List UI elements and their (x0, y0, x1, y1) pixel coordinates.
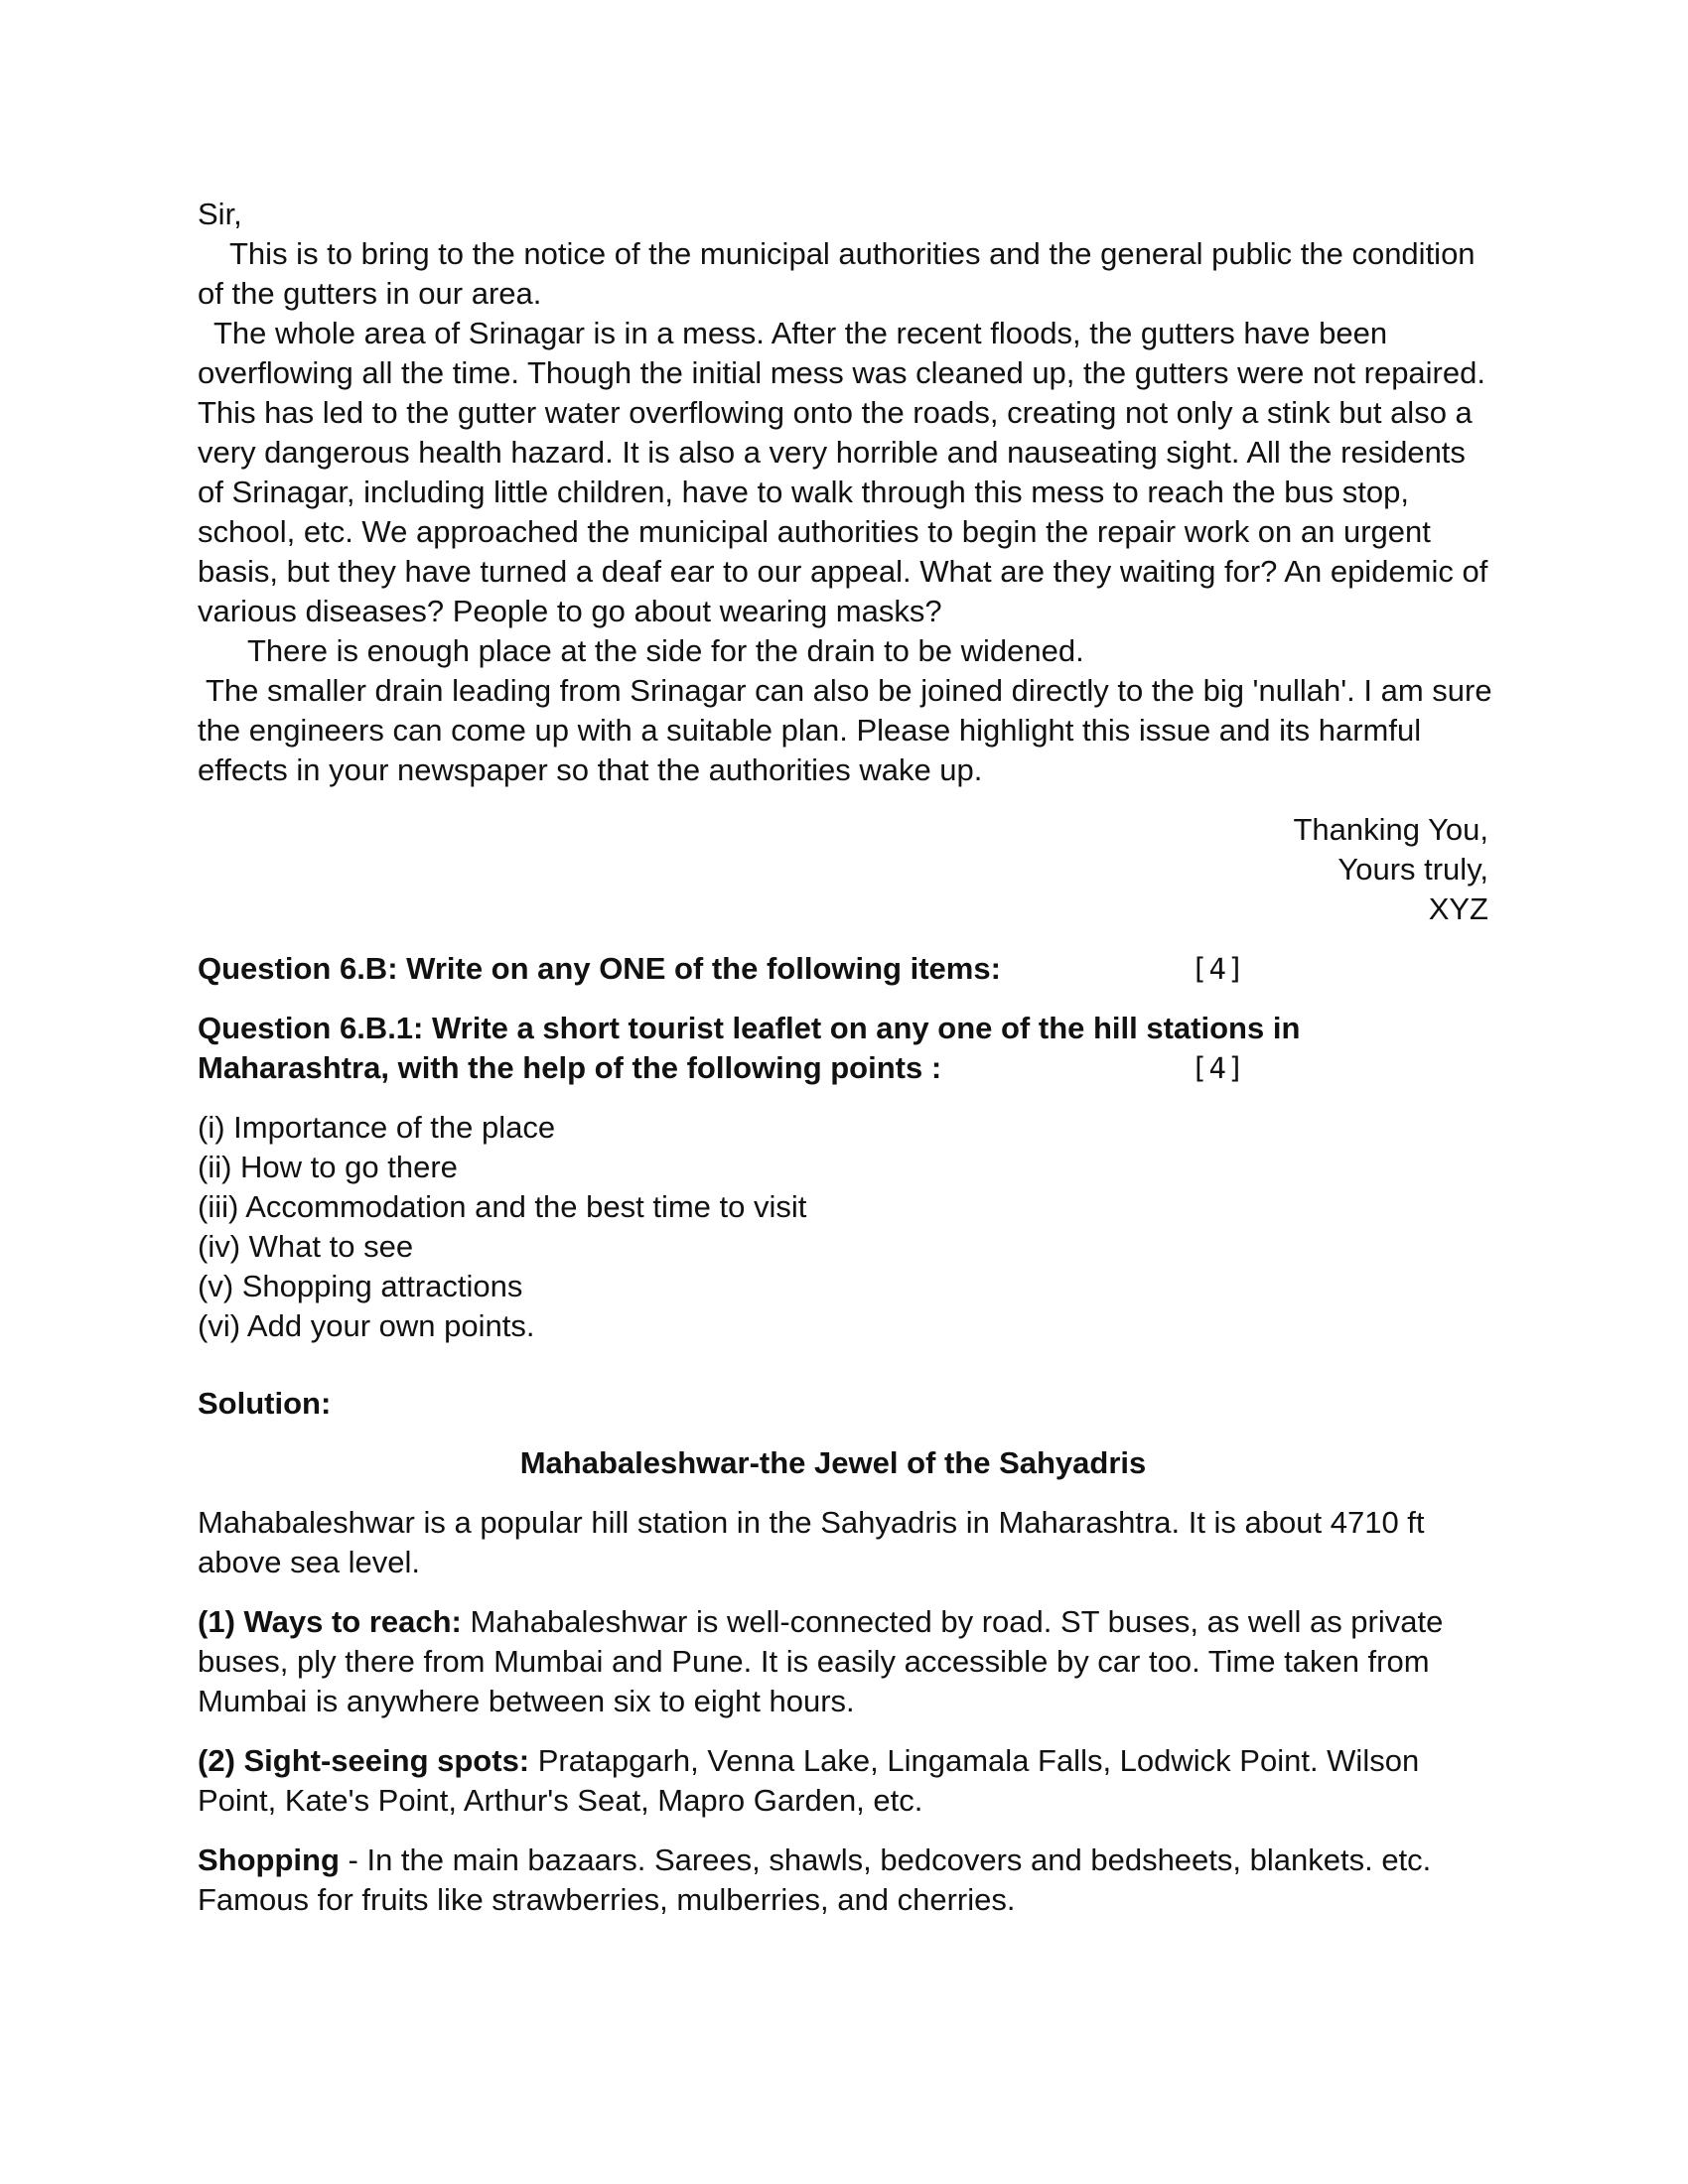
list-item: (i) Importance of the place (198, 1110, 556, 1145)
shopping-label: Shopping (198, 1843, 340, 1877)
closing-signature: XYZ (1428, 891, 1488, 926)
question-6b-text: Question 6.B: Write on any ONE of the following items: (198, 951, 1001, 986)
ways-text: Mahabaleshwar is well-connected by road. ST buses, as well as private buses, ply there from Mumbai and Pune. It is easily accessible by car too. Time taken from Mumbai is anywhere between six to eight hours. (198, 1604, 1444, 1718)
solution-label: Solution: (198, 1386, 332, 1421)
question-6b1-line-2: Maharashtra, with the help of the following points : (198, 1050, 942, 1085)
letter-paragraph-4: The smaller drain leading from Srinagar can also be joined directly to the big 'nullah'. I am sure the engineers can come up with a suitable plan. Please highlight this issue and its harmful effects in your newspaper so that the authorities wake up. (198, 673, 1492, 787)
closing-line: Thanking You, (1293, 812, 1488, 847)
letter-paragraph-2: The whole area of Srinagar is in a mess. After the recent floods, the gutters have been overflowing all the time. Though the initial mess was cleaned up, the gutters were not repaired. This has led to the gutter water overflowing onto the roads, creating not only a stink but also a very dangerous health hazard. It is also a very horrible and nauseating sight. All the residents of Srinagar, including little children, have to walk through this mess to reach the bus stop, school, etc. We approached the municipal authorities to begin the repair work on an urgent basis, but they have turned a deaf ear to our appeal. What are they waiting for? An epidemic of various diseases? People to go about wearing masks? (198, 316, 1488, 628)
leaflet-intro: Mahabaleshwar is a popular hill station in the Sahyadris in Maharashtra. It is about 4710 ft above sea level. (198, 1505, 1425, 1579)
leaflet-shopping (198, 1841, 1498, 1920)
leaflet-ways-to-reach (198, 1602, 1498, 1721)
closing-line: Yours truly, (1337, 852, 1488, 887)
letter-paragraph-3: There is enough place at the side for the drain to be widened. (247, 633, 1084, 668)
list-item: (v) Shopping attractions (198, 1269, 523, 1303)
leaflet-sightseeing (198, 1741, 1498, 1821)
question-6b-marks: [4] (1191, 952, 1246, 986)
ways-label: (1) Ways to reach: (198, 1604, 462, 1639)
list-item: (ii) How to go there (198, 1150, 458, 1184)
question-points-list (198, 1108, 1498, 1346)
leaflet-title: Mahabaleshwar-the Jewel of the Sahyadris (519, 1445, 1147, 1480)
sights-label: (2) Sight-seeing spots: (198, 1743, 530, 1778)
letter-salutation: Sir, (198, 197, 242, 231)
letter-closing (198, 810, 1498, 929)
sights-text: Pratapgarh, Venna Lake, Lingamala Falls, Lodwick Point. Wilson Point, Kate's Point, Arthur's Seat, Mapro Garden, etc. (198, 1743, 1420, 1818)
document-page (198, 195, 1498, 1920)
list-item: (iv) What to see (198, 1229, 414, 1264)
question-6b1-heading (198, 1009, 1498, 1088)
list-item: (vi) Add your own points. (198, 1308, 535, 1343)
list-item: (iii) Accommodation and the best time to visit (198, 1189, 807, 1224)
question-6b1-line-2-row (198, 1048, 1498, 1088)
question-6b1-marks: [4] (1191, 1051, 1246, 1085)
question-6b1-line-1: Question 6.B.1: Write a short tourist leaflet on any one of the hill stations in (198, 1011, 1301, 1045)
letter-paragraph-1: This is to bring to the notice of the municipal authorities and the general public the condition of the gutters in our area. (198, 236, 1476, 311)
question-6b-heading (198, 949, 1498, 989)
shopping-text: - In the main bazaars. Sarees, shawls, bedcovers and bedsheets, blankets. etc. Famous for fruits like strawberries, mulberries, and cherries. (198, 1843, 1432, 1917)
